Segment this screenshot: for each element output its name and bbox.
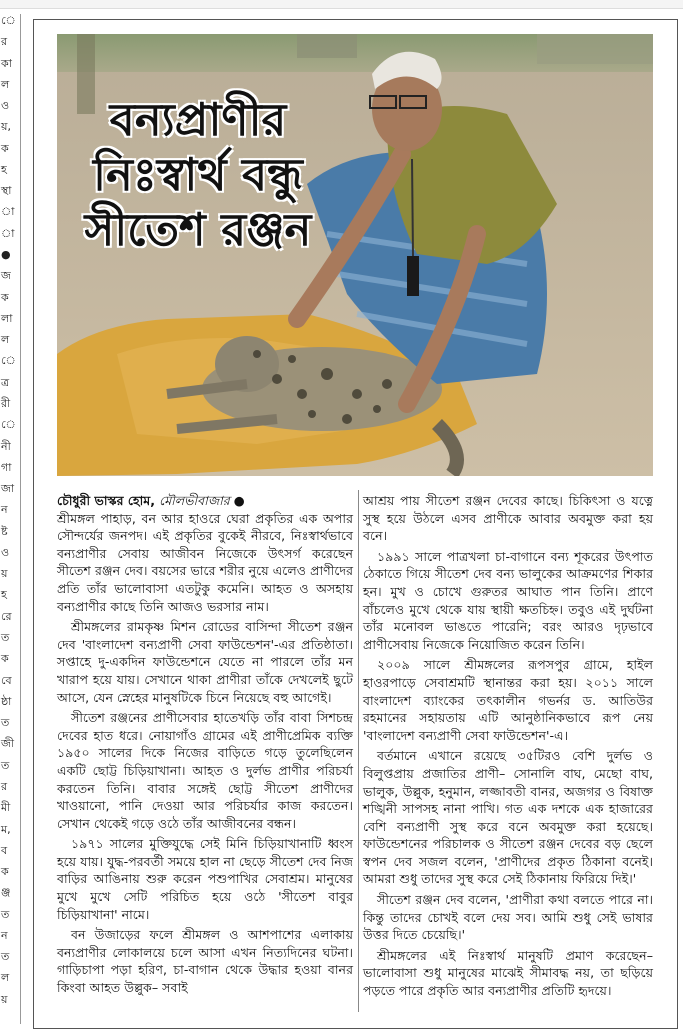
paragraph: শ্রীমঙ্গলের রামকৃষ্ণ মিশন রোডের বাসিন্দা সীতেশ রঞ্জন দেব 'বাংলাদেশ বন্যপ্রাণী সেবা ফাউন্ডেশন'-এর প্রতিষ্ঠাতা। সপ্তাহে দু-একদিন ফাউন্ডেশনে যেতে না পারলে তাঁর মন খারাপ হয়ে যায়। সেখানে থাকা প্রাণীরা তাঁকে দেখলেই ছুটে আসে, যেন স্নেহের মানুষটিকে চিনে নিয়েছে বহু আগেই। bbox=[57, 619, 353, 705]
margin-fragment: য়, bbox=[1, 120, 11, 133]
paragraph: ১৯৭১ সালের মুক্তিযুদ্ধে সেই মিনি চিড়িয়াখানাটি ধ্বংস হয়ে যায়। যুদ্ধ-পরবর্তী সময়ে হাল না ছেড়ে সীতেশ দেব নিজ বাড়ির আঙিনায় শুরু করেন পশুপাখির সেবাশ্রম। মানুষের মুখে মুখে সেটি পরিচিত হয়ে ওঠে 'সীতেশ বাবুর চিড়িয়াখানা' নামে। bbox=[57, 836, 353, 922]
paragraph: শ্রীমঙ্গল পাহাড়, বন আর হাওরে ঘেরা প্রকৃতির এক অপার সৌন্দর্যের জনপদ। এই প্রকৃতির বুকেই নীরবে, নিঃস্বার্থভাবে বন্যপ্রাণীর সেবায় আজীবন নিজেকে উৎসর্গ করেছেন সীতেশ রঞ্জন দেব। বয়সের ভারে শরীর নুয়ে এলেও প্রাণীদের প্রতি তাঁর ভালোবাসা এতটুকু কমেনি। আহত ও অসহায় বন্যপ্রাণীর কাছে তিনি আজও ভরসার নাম। bbox=[57, 510, 353, 614]
article-column-left bbox=[57, 492, 353, 1000]
margin-fragment: জ bbox=[1, 269, 11, 282]
margin-fragment: ে bbox=[1, 354, 16, 367]
margin-fragment: স্থা bbox=[1, 184, 12, 197]
column-divider bbox=[358, 490, 359, 1012]
top-strip bbox=[0, 0, 683, 9]
margin-fragment: বে bbox=[1, 674, 12, 687]
margin-fragment: ও bbox=[1, 99, 10, 112]
margin-fragment: ত bbox=[1, 631, 10, 644]
margin-fragment: ● bbox=[1, 248, 11, 261]
margin-fragment: য় bbox=[1, 993, 8, 1006]
headline bbox=[58, 92, 338, 257]
margin-fragment: ল bbox=[1, 333, 10, 346]
paragraph: সীতেশ রঞ্জনের প্রাণীসেবার হাতেখড়ি তাঁর বাবা সিশচন্দ্র দেবের হাত ধরে। নোয়াগাঁও গ্রামের এই প্রাণীপ্রেমিক ব্যক্তি ১৯৫০ সালের দিকে নিজের বাড়িতে গড়ে তুলেছিলেন একটি ছোট্ট চিড়িয়াখানা। আহত ও দুর্লভ প্রাণীর পরিচর্যা করতেন তিনি। বাবার সঙ্গেই ছোট্ট সীতেশ প্রাণীদের খাওয়ানো, পানি দেওয়া আর পরিচর্যার কাজ করতেন। সেখান থেকেই গড়ে ওঠে তাঁর আজীবনের বন্ধন। bbox=[57, 710, 353, 831]
margin-fragment: ম, bbox=[1, 823, 11, 836]
margin-fragment: জা bbox=[1, 482, 15, 495]
headline-line-2: নিঃস্বার্থ বন্ধু bbox=[93, 148, 303, 201]
adjacent-column-fragment bbox=[0, 14, 21, 1024]
margin-fragment: ক bbox=[1, 652, 9, 665]
margin-fragment: রে bbox=[1, 610, 12, 623]
margin-fragment: ত্র bbox=[1, 376, 10, 389]
margin-fragment: ক bbox=[1, 865, 9, 878]
margin-fragment: ল bbox=[1, 78, 10, 91]
paragraph: সীতেশ রঞ্জন দেব বলেন, 'প্রাণীরা কথা বলতে পারে না। কিন্তু তাদের চোখই বলে দেয় সব। আমি শুধু সেই ভাষার উত্তর দিতে চেয়েছি।' bbox=[363, 892, 653, 943]
paragraph: বর্তমানে এখানে রয়েছে ৩৫টিরও বেশি দুর্লভ ও বিলুপ্তপ্রায় প্রজাতির প্রাণী– সোনালি বাঘ, মেছো বাঘ, ভালুক, উল্লুক, হনুমান, লজ্জাবতী বানর, অজগর ও বিষাক্ত শঙ্খিনী সাপসহ নানা পাখি। গত এক দশকে এক হাজারের বেশি বন্যপ্রাণী সুস্থ করে বনে অবমুক্ত করা হয়েছে। ফাউন্ডেশনের পরিচালক ও সীতেশ রঞ্জন দেবের বড় ছেলে স্বপন দেব সজল বলেন, 'প্রাণীদের প্রকৃত ঠিকানা বনেই। আমরা শুধু তাদের সুস্থ করে সেই ঠিকানায় ফিরিয়ে দিই।' bbox=[363, 748, 653, 887]
margin-fragment: নী bbox=[1, 440, 11, 453]
byline bbox=[57, 492, 353, 510]
byline-author: চৌধুরী ভাস্কর হোম, bbox=[57, 493, 156, 508]
margin-fragment: ে bbox=[1, 418, 16, 431]
paragraph: আশ্রয় পায় সীতেশ রঞ্জন দেবের কাছে। চিকিৎসা ও যত্নে সুস্থ হয়ে উঠলে এসব প্রাণীকে আবার অবমুক্ত করা হয় বনে। bbox=[363, 493, 653, 544]
article-column-right bbox=[363, 492, 653, 1003]
margin-fragment: ক bbox=[1, 291, 9, 304]
margin-fragment: ষ্ঠা bbox=[1, 695, 12, 708]
margin-fragment: ন bbox=[1, 503, 8, 516]
byline-bullet: ● bbox=[233, 493, 245, 508]
margin-fragment: ও bbox=[1, 546, 10, 559]
paragraph: ১৯৯১ সালে পাত্রখলা চা-বাগানে বন্য শূকরের উৎপাত ঠেকাতে গিয়ে সীতেশ দেব বন্য ভালুকের আক্রমণের শিকার হন। মুখ ও চোখে গুরুতর আঘাত পান তিনি। প্রাণে বাঁচলেও মুখে থেকে যায় স্থায়ী ক্ষতচিহ্ন। তবুও এই দুর্ঘটনা তাঁর মনোবল ভাঙতে পারেনি; বরং আরও দৃঢ়ভাবে প্রাণীসেবায় নিজেকে নিয়োজিত করেন তিনি। bbox=[363, 548, 653, 652]
margin-fragment: ত bbox=[1, 950, 10, 963]
margin-fragment: রী bbox=[1, 397, 11, 410]
margin-fragment: র bbox=[1, 35, 8, 48]
margin-fragment: র bbox=[1, 780, 8, 793]
margin-fragment: ত bbox=[1, 716, 10, 729]
margin-fragment: া bbox=[1, 205, 15, 218]
margin-fragment: কা bbox=[1, 57, 12, 70]
margin-fragment: ক bbox=[1, 142, 9, 155]
margin-fragment: গা bbox=[1, 461, 12, 474]
margin-fragment: জী bbox=[1, 737, 14, 750]
margin-fragment: মী bbox=[1, 801, 11, 814]
margin-fragment: লা bbox=[1, 312, 13, 325]
paragraph: বন উজাড়ের ফলে শ্রীমঙ্গল ও আশপাশের এলাকায় বন্যপ্রাণীর লোকালয়ে চলে আসা এখন নিত্যদিনের ঘটনা। গাড়িচাপা পড়া হরিণ, চা-বাগান থেকে উদ্ধার হওয়া বানর কিংবা আহত উল্লুক– সবাই bbox=[57, 927, 353, 996]
headline-line-1: বন্যপ্রাণীর bbox=[109, 93, 287, 146]
margin-fragment: ঞ্জ bbox=[1, 886, 11, 899]
margin-fragment: ষ্ট bbox=[1, 525, 8, 538]
margin-fragment: ব bbox=[1, 844, 8, 857]
paragraph: শ্রীমঙ্গলের এই নিঃস্বার্থ মানুষটি প্রমাণ করেছেন– ভালোবাসা শুধু মানুষের মাঝেই সীমাবদ্ধ নয়, তা ছড়িয়ে পড়তে পারে প্রকৃতি আর বন্যপ্রাণীর প্রতিটি হৃদয়ে। bbox=[363, 947, 653, 999]
margin-fragment: ে bbox=[1, 14, 16, 27]
margin-fragment: ল bbox=[1, 971, 10, 984]
byline-location: মৌলভীবাজার bbox=[159, 493, 230, 508]
margin-fragment: হ bbox=[1, 588, 7, 601]
margin-fragment: ত bbox=[1, 908, 10, 921]
headline-line-3: সীতেশ রঞ্জন bbox=[84, 203, 312, 256]
margin-fragment: া bbox=[1, 227, 15, 240]
margin-fragment: য় bbox=[1, 567, 8, 580]
margin-fragment: ন bbox=[1, 929, 8, 942]
margin-fragment: ত bbox=[1, 759, 10, 772]
paragraph: ২০০৯ সালে শ্রীমঙ্গলের রূপসপুর গ্রামে, হাইল হাওরপাড়ে সেবাশ্রমটি স্থানান্তর করা হয়। ২০১১ সালে বাংলাদেশ ব্যাংকের তৎকালীন গভর্নর ড. আতিউর রহমানের সহায়তায় এটি আনুষ্ঠানিকভাবে রূপ নেয় 'বাংলাদেশ বন্যপ্রাণী সেবা ফাউন্ডেশন'-এ। bbox=[363, 657, 653, 743]
margin-fragment: হ bbox=[1, 163, 7, 176]
